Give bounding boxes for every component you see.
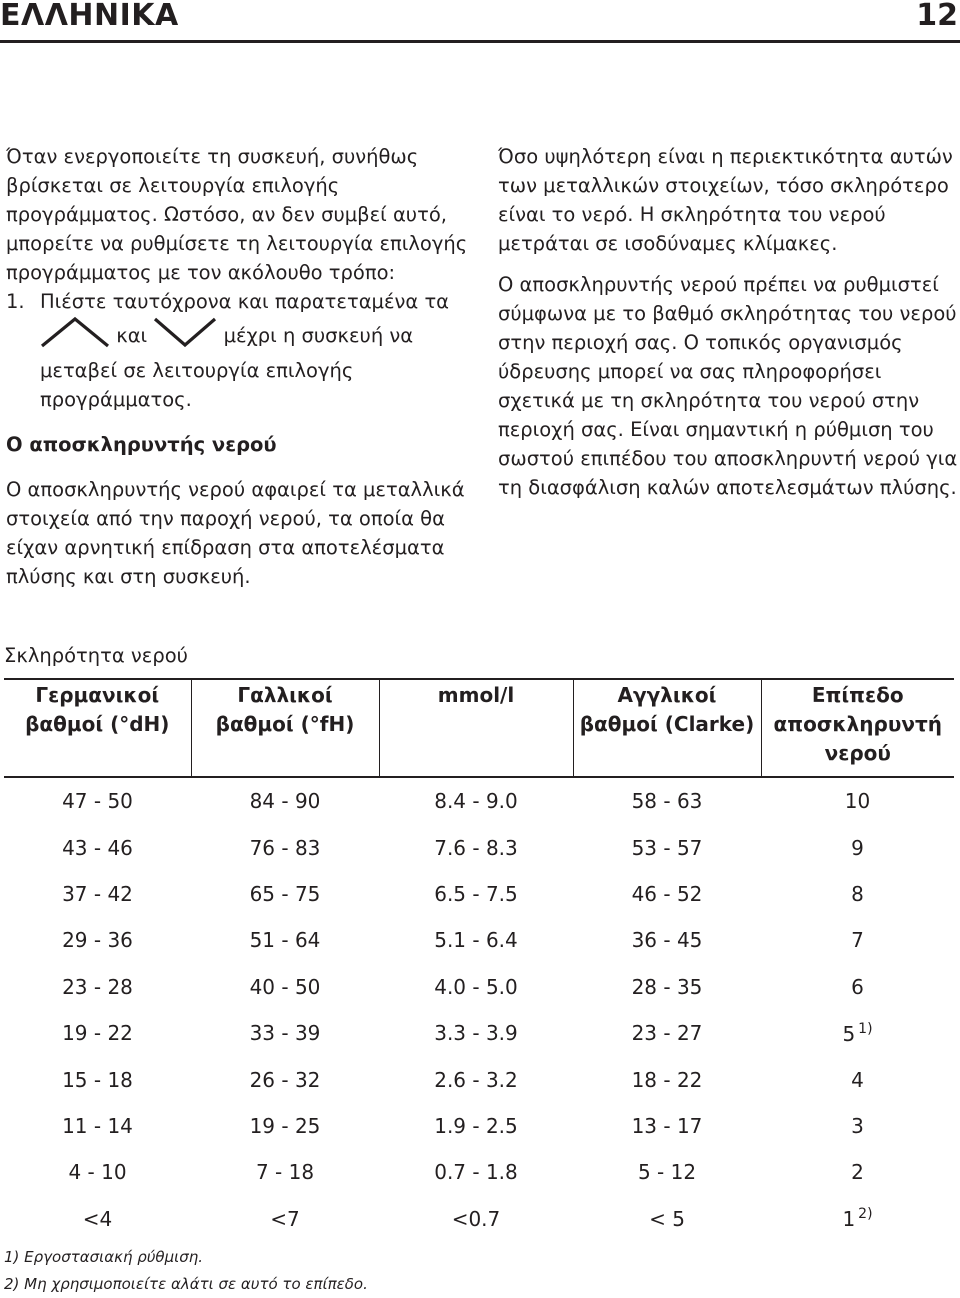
cell-clarke: 53 - 57 [631,835,703,860]
footnote-2: 2) Μη χρησιμοποιείτε αλάτι σε αυτό το επίπεδο. [4,1275,368,1293]
header-mmol: mmol/l [379,679,573,777]
table-row [4,871,954,917]
footnote-ref: 2) [858,1206,873,1223]
cell-fh: 40 - 50 [249,974,321,999]
footnote-1: 1) Εργοστασιακή ρύθμιση. [4,1248,204,1266]
cell-fh: 51 - 64 [249,928,321,953]
cell-mmol: 8.4 - 9.0 [434,789,518,814]
cell-level [761,1103,954,1149]
cell-mmol: <0.7 [451,1206,501,1231]
page-header [0,0,960,40]
table-row [4,1103,954,1149]
cell-clarke: < 5 [649,1206,685,1231]
cell-level [761,1056,954,1102]
right-paragraph-1: Όσο υψηλότερη είναι η περιεκτικότητα αυτών των μεταλλικών στοιχείων, τόσο σκληρότερο είναι το νερό. Η σκληρότητα του νερού μετράται σε ισοδύναμες κλίμακες. [498,145,953,255]
cell-fh: 65 - 75 [249,881,321,906]
step-and-word: και [116,324,148,347]
page-title: ΕΛΛΗΝΙΚΑ [0,0,179,33]
table-caption: Σκληρότητα νερού [4,644,188,667]
cell-mmol: 5.1 - 6.4 [434,928,518,953]
table-row [4,824,954,870]
table-header-row [4,679,954,777]
level-value: 9 [851,835,864,860]
level-value: 5 [842,1021,856,1046]
cell-dh: 15 - 18 [62,1067,133,1092]
cell-clarke: 18 - 22 [631,1067,703,1092]
level-value: 4 [851,1067,864,1092]
water-hardness-table [4,678,954,1242]
cell-mmol: 1.9 - 2.5 [434,1113,518,1138]
footnote-ref: 1) [858,1020,873,1037]
level-value: 3 [851,1113,864,1138]
cell-fh: 33 - 39 [249,1021,321,1046]
header-clarke: Αγγλικοί βαθμοί (Clarke) [573,679,761,777]
table-row [4,1196,954,1242]
body-paragraph: Ο αποσκληρυντής νερού αφαιρεί τα μεταλλικά στοιχεία από την παροχή νερού, τα οποία θα είχαν αρνητική επίδραση στα αποτελέσματα πλύσης και στη συσκευή. [6,478,465,588]
cell-level [761,1196,954,1242]
cell-dh: 37 - 42 [62,881,133,906]
cell-dh: <4 [82,1206,113,1231]
level-value: 1 [842,1207,856,1232]
cell-level [761,1149,954,1195]
cell-clarke: 28 - 35 [631,974,703,999]
table-row [4,964,954,1010]
header-softener-level: Επίπεδο αποσκληρυντή νερού [761,679,954,777]
cell-dh: 29 - 36 [62,928,133,953]
step-text-part-1: Πιέστε ταυτόχρονα και παρατεταμένα τα [40,290,450,313]
header-rule [0,40,960,43]
right-column [498,142,960,502]
step-1 [6,287,476,414]
table-row [4,777,954,824]
cell-fh: 84 - 90 [249,789,321,814]
cell-mmol: 0.7 - 1.8 [434,1160,518,1185]
cell-mmol: 7.6 - 8.3 [434,835,518,860]
chevron-down-icon [153,316,217,356]
cell-dh: 4 - 10 [68,1160,127,1185]
footnotes [4,1244,368,1298]
cell-clarke: 58 - 63 [631,789,703,814]
level-value: 7 [851,928,864,953]
cell-fh: 19 - 25 [249,1113,321,1138]
cell-clarke: 5 - 12 [637,1160,697,1185]
step-number: 1. [6,290,25,313]
cell-clarke: 46 - 52 [631,881,703,906]
table-row [4,1149,954,1195]
chevron-up-icon [40,316,110,356]
level-value: 2 [851,1160,864,1185]
level-value: 6 [851,974,864,999]
intro-paragraph: Όταν ενεργοποιείτε τη συσκευή, συνήθως βρίσκεται σε λειτουργία επιλογής προγράμματος. Ωστόσο, αν δεν συμβεί αυτό, μπορείτε να ρυθμίσετε τη λειτουργία επιλογής προγράμματος με τον ακόλουθο τρόπο: [6,145,468,284]
cell-dh: 23 - 28 [62,974,133,999]
cell-fh: <7 [270,1206,300,1231]
hardness-table-wrap [4,678,954,1242]
level-value: 8 [851,881,864,906]
cell-dh: 19 - 22 [62,1021,133,1046]
cell-level [761,824,954,870]
header-german-degrees: Γερμανικοί βαθμοί (°dH) [4,679,191,777]
cell-mmol: 4.0 - 5.0 [434,974,518,999]
cell-mmol: 3.3 - 3.9 [434,1021,518,1046]
cell-fh: 26 - 32 [249,1067,321,1092]
cell-level [761,871,954,917]
right-paragraph-2: Ο αποσκληρυντής νερού πρέπει να ρυθμιστεί σύμφωνα με το βαθμό σκληρότητας του νερού στην περιοχή σας. Ο τοπικός οργανισμός ύδρευσης μπορεί να σας πληροφορήσει σχετικά με τη σκληρότητα του νερού στην περιοχή σας. Είναι σημαντική η ρύθμιση του σωστού επιπέδου του αποσκληρυντή νερού για τη διασφάλιση καλών αποτελεσμάτων πλύσης. [498,273,958,499]
cell-mmol: 2.6 - 3.2 [434,1067,518,1092]
step-text-part-2: μέχρι η συσκευή να μεταβεί σε λειτουργία επιλογής προγράμματος. [40,324,414,411]
page-number: 12 [916,0,958,33]
level-value: 10 [844,789,871,814]
table-row [4,1010,954,1056]
cell-level [761,1010,954,1056]
cell-clarke: 13 - 17 [631,1113,703,1138]
cell-dh: 43 - 46 [62,835,133,860]
cell-clarke: 23 - 27 [631,1021,703,1046]
cell-clarke: 36 - 45 [631,928,703,953]
cell-level [761,917,954,963]
cell-level [761,777,954,824]
table-row [4,1056,954,1102]
cell-dh: 47 - 50 [62,789,133,814]
step-text [40,287,476,414]
section-heading: Ο αποσκληρυντής νερού [6,433,277,456]
cell-level [761,964,954,1010]
header-french-degrees: Γαλλικοί βαθμοί (°fH) [191,679,379,777]
cell-mmol: 6.5 - 7.5 [434,881,518,906]
cell-fh: 7 - 18 [255,1160,315,1185]
table-row [4,917,954,963]
left-column [6,142,476,591]
cell-dh: 11 - 14 [62,1113,133,1138]
cell-fh: 76 - 83 [249,835,321,860]
